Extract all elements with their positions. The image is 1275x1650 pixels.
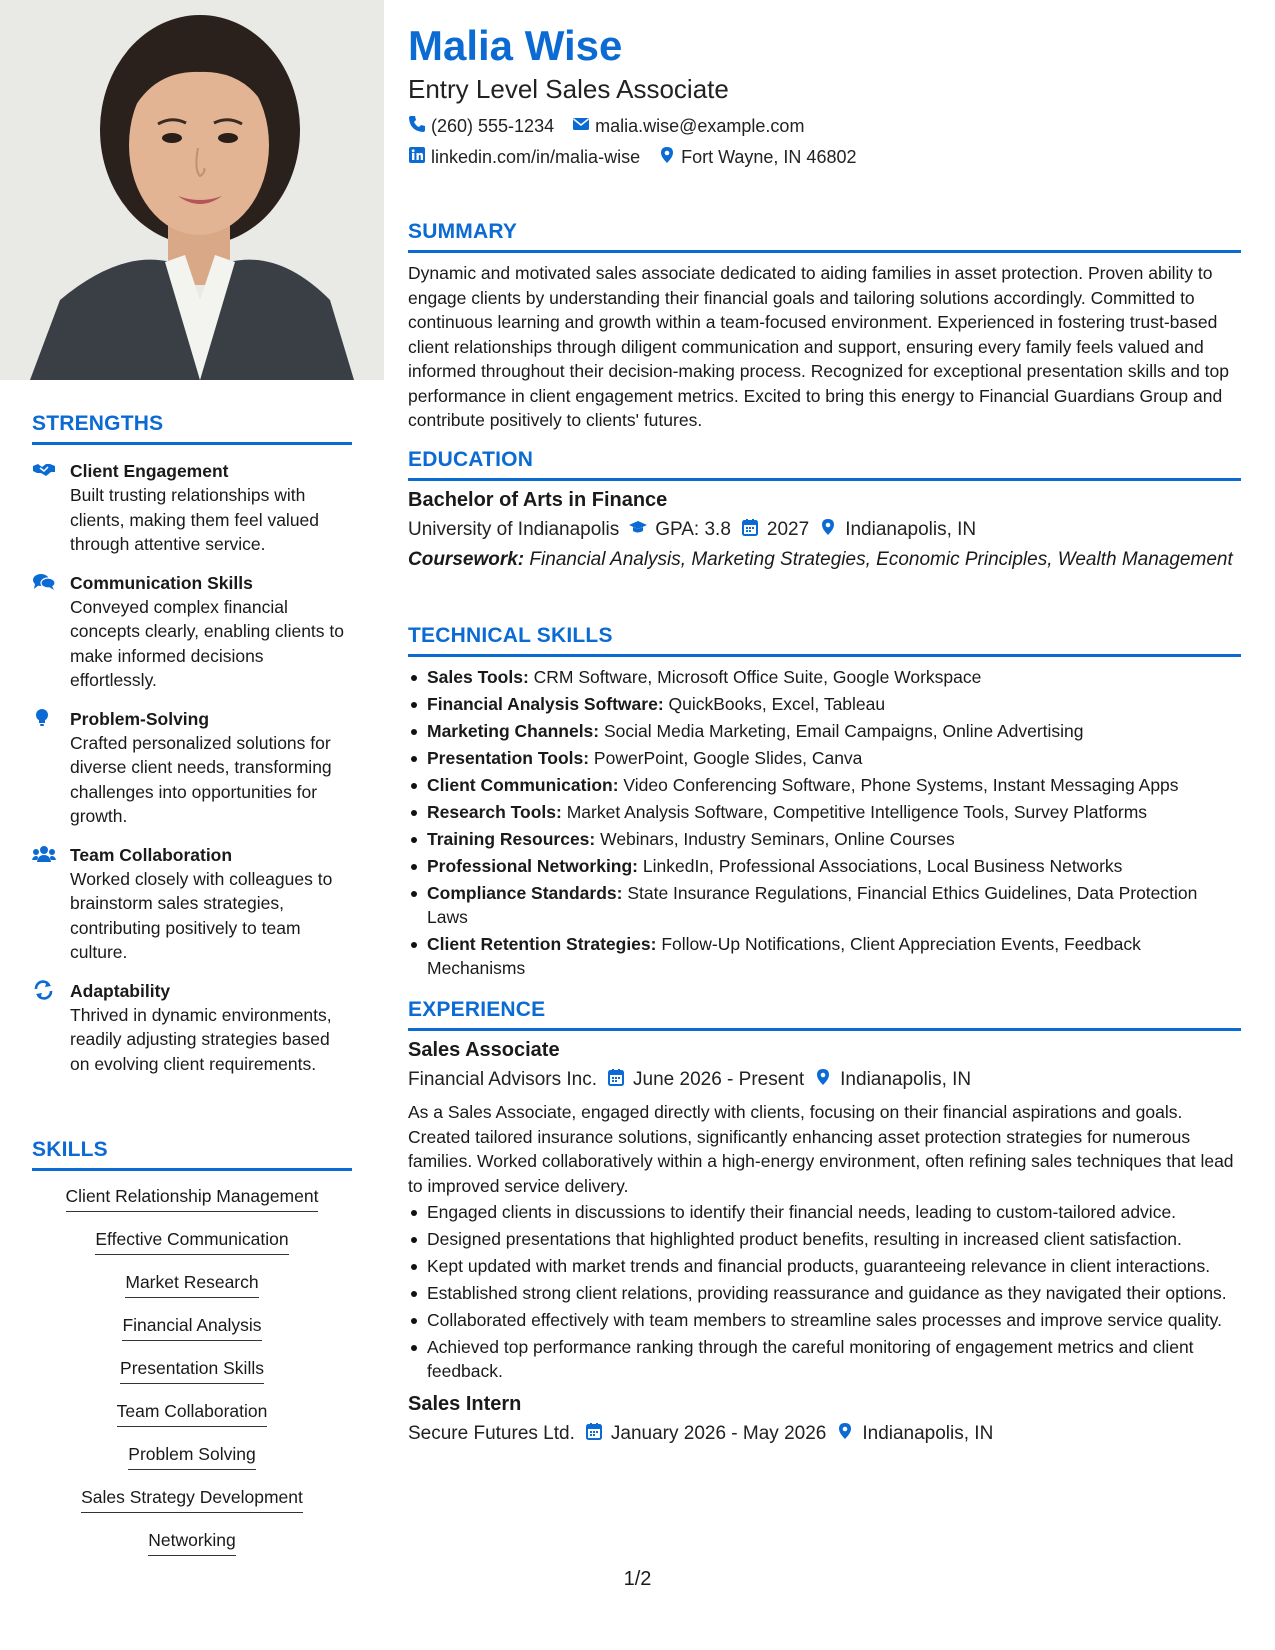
phone-contact: [408, 115, 554, 138]
strength-desc: Conveyed complex financial concepts clearly, enabling clients to make informed decisions effortlessly.: [70, 596, 344, 690]
edu-location-text: Indianapolis, IN: [845, 519, 977, 540]
degree-name: Bachelor of Arts in Finance: [408, 489, 668, 511]
job-dates-item: [585, 1422, 826, 1446]
job-meta: [408, 1068, 1241, 1092]
year-item: [741, 518, 809, 542]
job-dates: January 2026 - May 2026: [610, 1423, 827, 1444]
comments-icon: [32, 572, 56, 592]
list-item: Engaged clients in discussions to identify their financial needs, leading to custom-tailored advice.: [408, 1200, 1241, 1224]
coursework-text: Financial Analysis, Marketing Strategies, Economic Principles, Wealth Management: [524, 549, 1233, 570]
skill-tag: Presentation Skills: [120, 1357, 264, 1384]
job-description: As a Sales Associate, engaged directly with clients, focusing on their financial aspirations and goals. Created tailored insurance solutions, significantly enhancing asset protection strategies for numerous families. Worked collaboratively within a high-energy environment, often refining sales techniques that lead to improved service delivery.: [408, 1102, 1234, 1196]
map-pin-icon: [658, 146, 676, 169]
experience-title: EXPERIENCE: [408, 998, 1241, 1031]
job-role: Sales Associate: [408, 1039, 560, 1061]
summary-title: SUMMARY: [408, 220, 1241, 253]
strength-item: [32, 979, 352, 1077]
list-item: Achieved top performance ranking through the careful monitoring of engagement metrics and client feedback.: [408, 1335, 1241, 1383]
year-text: 2027: [766, 519, 810, 540]
list-item: [408, 854, 1241, 878]
job-dates: June 2026 - Present: [633, 1069, 805, 1090]
candidate-name: Malia Wise: [408, 22, 623, 69]
company-name: Financial Advisors Inc.: [408, 1069, 598, 1090]
education-title: EDUCATION: [408, 448, 1241, 481]
location-text: Fort Wayne, IN 46802: [681, 147, 857, 167]
email-text[interactable]: malia.wise@example.com: [595, 116, 805, 136]
list-item: [408, 746, 1241, 770]
skill-list: [32, 1185, 352, 1572]
map-pin-icon: [819, 518, 837, 542]
job-role: Sales Intern: [408, 1393, 522, 1415]
sidebar: [0, 0, 384, 1650]
skill-value: Webinars, Industry Seminars, Online Courses: [595, 829, 955, 849]
skill-tag: Effective Communication: [95, 1228, 288, 1255]
candidate-title: Entry Level Sales Associate: [408, 74, 729, 104]
skills-title: SKILLS: [32, 1138, 352, 1171]
job-location-item: [814, 1068, 971, 1092]
skill-value: LinkedIn, Professional Associations, Local Business Networks: [638, 856, 1123, 876]
job-location: Indianapolis, IN: [840, 1069, 972, 1090]
strength-desc: Worked closely with colleagues to brainstorm sales strategies, contributing positively to team culture.: [70, 868, 333, 962]
strength-name: Team Collaboration: [70, 844, 233, 865]
page-number: 1/2: [623, 1568, 652, 1590]
strength-desc: Crafted personalized solutions for diverse client needs, transforming challenges into opportunities for growth.: [70, 732, 332, 826]
job-dates-item: [607, 1068, 804, 1092]
school-name: University of Indianapolis: [408, 519, 620, 540]
skill-tag: Market Research: [125, 1271, 258, 1298]
technical-skills-title: TECHNICAL SKILLS: [408, 624, 1241, 657]
job-meta: [408, 1422, 1241, 1446]
skill-tag: Problem Solving: [128, 1443, 255, 1470]
summary-text: Dynamic and motivated sales associate dedicated to aiding families in asset protection. Proven ability to engage clients by understanding their financial goals and tailoring solutions accordingly. Committed to continuous learning and growth within a team-focused environment. Experienced in fostering trust-based client relationships through diligent communication and support, ensuring every family feels valued and informed throughout their decision-making process. Recognized for exceptional presentation skills and top performance in client engagement metrics. Excited to bring this energy to Financial Guardians Group and contribute positively to clients' futures.: [408, 263, 1230, 430]
lightbulb-icon: [32, 708, 56, 728]
education-meta: [408, 518, 1241, 542]
map-pin-icon: [814, 1068, 832, 1092]
summary-section: [408, 220, 1241, 433]
job-location: Indianapolis, IN: [862, 1423, 994, 1444]
sync-icon: [32, 980, 56, 1000]
skill-tag: Sales Strategy Development: [81, 1486, 303, 1513]
skill-label: Training Resources:: [427, 829, 596, 849]
skill-value: State Insurance Regulations, Financial Ethics Guidelines, Data Protection Laws: [427, 883, 1198, 927]
skill-value: Video Conferencing Software, Phone Systems, Instant Messaging Apps: [618, 775, 1179, 795]
list-item: [408, 665, 1241, 689]
skill-value: Market Analysis Software, Competitive Intelligence Tools, Survey Platforms: [561, 802, 1148, 822]
calendar-icon: [607, 1068, 625, 1092]
edu-location-item: [819, 518, 976, 542]
job-location-item: [836, 1422, 993, 1446]
skill-tag: Client Relationship Management: [66, 1185, 319, 1212]
strength-name: Communication Skills: [70, 572, 253, 593]
experience-section: [408, 998, 1241, 1446]
list-item: [408, 719, 1241, 743]
phone-icon: [408, 115, 426, 138]
skill-label: Professional Networking:: [427, 856, 639, 876]
skill-label: Financial Analysis Software:: [427, 694, 664, 714]
email-contact[interactable]: [572, 115, 804, 138]
calendar-icon: [585, 1422, 603, 1446]
skill-value: Social Media Marketing, Email Campaigns, Online Advertising: [599, 721, 1084, 741]
strength-name: Problem-Solving: [70, 708, 210, 729]
gpa-item: [629, 518, 731, 542]
list-item: [408, 881, 1241, 929]
coursework-label: Coursework:: [408, 549, 525, 570]
profile-photo: [0, 0, 384, 380]
map-pin-icon: [836, 1422, 854, 1446]
list-item: [408, 773, 1241, 797]
linkedin-contact[interactable]: [408, 146, 640, 169]
job-bullets: [408, 1200, 1241, 1383]
phone-text: (260) 555-1234: [431, 116, 555, 136]
graduation-cap-icon: [629, 518, 647, 542]
contact-row-2: [408, 146, 857, 169]
list-item: Collaborated effectively with team members to streamline sales processes and improve service quality.: [408, 1308, 1241, 1332]
users-icon: [32, 844, 56, 864]
list-item: [408, 692, 1241, 716]
strength-name: Client Engagement: [70, 461, 229, 481]
company-name: Secure Futures Ltd.: [408, 1423, 575, 1444]
skill-label: Compliance Standards:: [427, 883, 623, 903]
envelope-icon: [572, 115, 590, 138]
skill-label: Presentation Tools:: [427, 748, 590, 768]
skill-value: PowerPoint, Google Slides, Canva: [589, 748, 863, 768]
linkedin-icon: [408, 146, 426, 169]
linkedin-text[interactable]: linkedin.com/in/malia-wise: [431, 147, 641, 167]
list-item: Kept updated with market trends and financial products, guaranteeing relevance in client interactions.: [408, 1254, 1241, 1278]
skill-tag: Financial Analysis: [122, 1314, 261, 1341]
strength-item: [32, 707, 352, 829]
list-item: [408, 932, 1241, 980]
strength-name: Adaptability: [70, 980, 171, 1001]
list-item: Designed presentations that highlighted product benefits, resulting in increased client satisfaction.: [408, 1227, 1241, 1251]
skill-value: Follow-Up Notifications, Client Appreciation Events, Feedback Mechanisms: [427, 934, 1141, 978]
skill-value: QuickBooks, Excel, Tableau: [663, 694, 886, 714]
location-contact: [658, 146, 856, 169]
skill-tag: Team Collaboration: [117, 1400, 268, 1427]
strengths-section: [32, 412, 352, 1076]
skill-label: Research Tools:: [427, 802, 562, 822]
list-item: Established strong client relations, providing reassurance and guidance as they navigated their options.: [408, 1281, 1241, 1305]
strength-item: [32, 571, 352, 693]
technical-skills-section: [408, 624, 1241, 983]
skill-label: Marketing Channels:: [427, 721, 600, 741]
handshake-icon: [32, 460, 56, 480]
skill-label: Client Communication:: [427, 775, 619, 795]
skill-value: CRM Software, Microsoft Office Suite, Google Workspace: [528, 667, 982, 687]
skill-tag: Networking: [148, 1529, 236, 1556]
technical-skills-list: [408, 665, 1241, 980]
contact-row-1: [408, 115, 804, 138]
education-section: [408, 448, 1241, 572]
strength-desc: Thrived in dynamic environments, readily adjusting strategies based on evolving client requirements.: [70, 1004, 332, 1074]
strength-item: [32, 843, 352, 965]
strength-desc: Built trusting relationships with clients, making them feel valued through attentive service.: [70, 485, 320, 554]
skills-section: [32, 1138, 352, 1572]
skill-label: Client Retention Strategies:: [427, 934, 657, 954]
list-item: [408, 800, 1241, 824]
strengths-title: STRENGTHS: [32, 412, 352, 445]
coursework: [408, 548, 1241, 572]
skill-label: Sales Tools:: [427, 667, 529, 687]
list-item: [408, 827, 1241, 851]
calendar-icon: [741, 518, 759, 542]
gpa-text: GPA: 3.8: [655, 519, 731, 540]
strength-item: [32, 459, 352, 557]
